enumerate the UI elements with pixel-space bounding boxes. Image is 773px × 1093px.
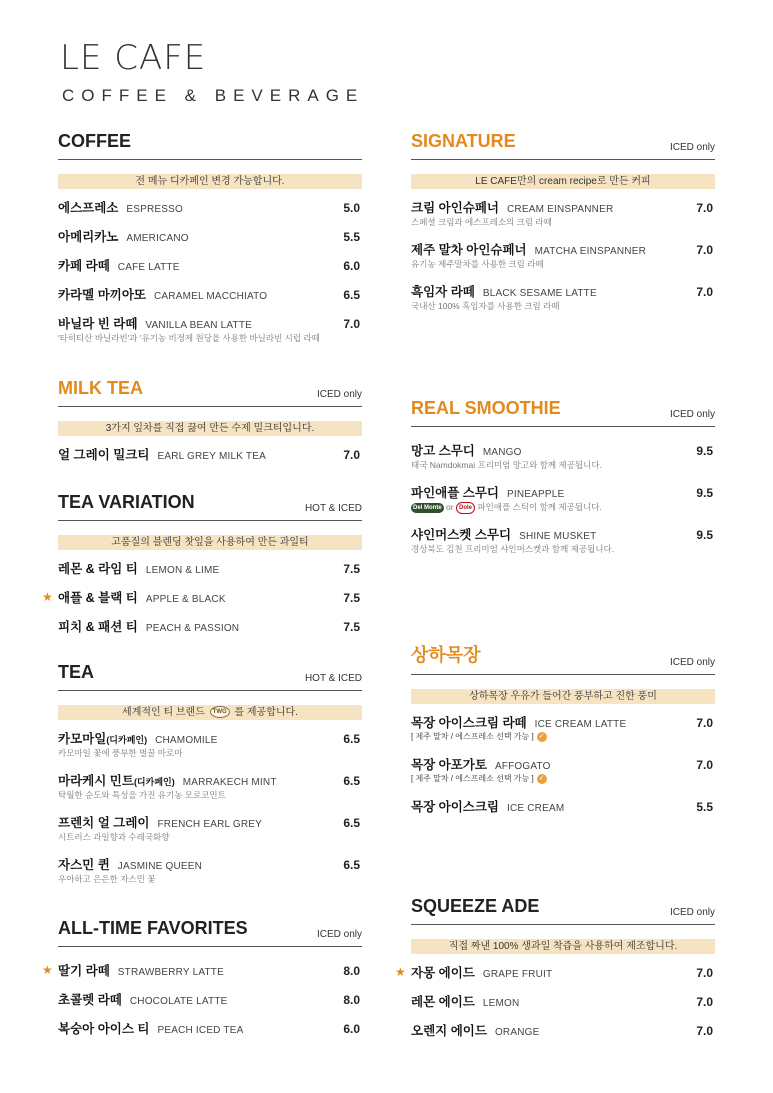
item-name-kr: 제주 말차 아인슈페너 <box>411 243 527 257</box>
item-name-en: SHINE MUSKET <box>519 531 597 542</box>
brand-tagline: COFFEE & BEVERAGE <box>62 86 365 105</box>
menu-item <box>411 992 715 1021</box>
item-name-en: LEMON & LIME <box>145 565 220 576</box>
menu-item <box>411 483 715 525</box>
item-name-en: CAFE LATTE <box>117 262 180 273</box>
item-price: 9.5 <box>696 444 713 458</box>
item-name-en: BLACK SESAME LATTE <box>482 288 597 299</box>
item-description: '타히티산 바닐라빈'과 '유기농 비정제 원당을 사용한 바닐라빈 시럽 라떼 <box>58 333 320 343</box>
item-price: 6.5 <box>343 732 360 746</box>
section-banner: 3가지 잎차를 직접 끓여 만든 수제 밀크티입니다. <box>58 421 362 436</box>
section-all-time-favorites <box>42 917 362 1039</box>
item-price: 5.0 <box>343 201 360 215</box>
item-description: 태국 Namdokmai 프리미엄 망고와 함께 제공됩니다. <box>411 460 602 470</box>
section-sangha-farm <box>411 645 715 817</box>
item-name-kr: 애플 & 블랙 티 <box>58 591 138 605</box>
section-title: SIGNATURE <box>411 131 516 151</box>
menu-item <box>58 617 362 637</box>
item-price: 8.0 <box>343 993 360 1007</box>
item-name-kr: 초콜렛 라떼 <box>58 993 122 1007</box>
section-title: MILK TEA <box>58 378 143 398</box>
item-price: 7.0 <box>696 243 713 257</box>
item-name-en: ESPRESSO <box>126 204 184 215</box>
menu-item <box>58 1019 362 1039</box>
item-name-en: VANILLA BEAN LATTE <box>145 320 253 331</box>
item-price: 6.5 <box>343 774 360 788</box>
item-name-en: CHOCOLATE LATTE <box>129 996 228 1007</box>
section-title: SQUEEZE ADE <box>411 896 540 916</box>
item-description: 유기농 제주말차를 사용한 크림 라떼 <box>411 259 544 269</box>
item-name-kr: 레몬 에이드 <box>411 995 475 1009</box>
item-name-kr: 목장 아포가토 <box>411 758 487 772</box>
menu-item <box>42 961 362 990</box>
item-price: 9.5 <box>696 528 713 542</box>
section-banner: LE CAFE만의 cream recipe로 만든 커피 <box>411 174 715 189</box>
item-name-en: PEACH ICED TEA <box>157 1025 244 1036</box>
star-icon: ★ <box>42 590 53 604</box>
item-name-kr: 얼 그레이 밀크티 <box>58 448 150 462</box>
menu-item <box>411 441 715 483</box>
check-icon: ✓ <box>537 774 547 784</box>
item-price: 6.0 <box>343 259 360 273</box>
section-header <box>411 645 715 675</box>
menu-item <box>411 282 715 312</box>
star-icon: ★ <box>395 965 406 979</box>
section-header <box>411 130 715 160</box>
section-header <box>58 491 362 521</box>
desc-or: or <box>446 502 454 512</box>
item-name-en: ICE CREAM <box>507 803 565 814</box>
menu-item <box>58 198 362 227</box>
menu-item <box>58 771 362 813</box>
item-price: 7.0 <box>696 716 713 730</box>
section-tag: ICED only <box>316 389 362 400</box>
dole-logo: Dole <box>456 502 475 514</box>
item-name-en: MATCHA EINSPANNER <box>534 246 647 257</box>
item-name-en: JASMINE QUEEN <box>117 861 203 872</box>
item-description: 국내산 100% 흑임자를 사용한 크림 라떼 <box>411 301 560 311</box>
section-tag: HOT & ICED <box>304 673 362 684</box>
item-price: 9.5 <box>696 486 713 500</box>
item-name-kr: 바닐라 빈 라떼 <box>58 317 138 331</box>
item-name-kr: 카라멜 마끼아또 <box>58 288 146 302</box>
item-price: 8.0 <box>343 964 360 978</box>
section-title: 상하목장 <box>411 645 481 665</box>
section-header <box>411 397 715 427</box>
section-header <box>58 917 362 947</box>
section-tag: ICED only <box>669 142 715 153</box>
item-description: 스페셜 크림과 에스프레소의 크림 라떼 <box>411 217 552 227</box>
item-name-kr: 망고 스무디 <box>411 444 475 458</box>
section-tag: HOT & ICED <box>304 503 362 514</box>
twg-logo: TWG <box>210 706 230 718</box>
section-squeeze-ade <box>395 895 715 1041</box>
item-name-kr: 프렌치 얼 그레이 <box>58 816 150 830</box>
banner-text-pre: 세계적인 티 브랜드 <box>122 707 205 718</box>
item-description: 탁월한 순도와 특성을 가진 유기농 모로코민트 <box>58 790 226 800</box>
item-price: 7.0 <box>696 995 713 1009</box>
item-price: 7.5 <box>343 562 360 576</box>
section-banner: 전 메뉴 디카페인 변경 가능합니다. <box>58 174 362 189</box>
item-price: 7.5 <box>343 620 360 634</box>
item-price: 6.5 <box>343 288 360 302</box>
item-name-en: PINEAPPLE <box>507 489 565 500</box>
section-header <box>58 661 362 691</box>
section-banner: 직접 짜낸 100% 생과일 착즙을 사용하여 제조합니다. <box>411 939 715 954</box>
section-header <box>58 130 362 160</box>
section-tea <box>58 661 362 885</box>
section-coffee <box>58 130 362 344</box>
item-option <box>411 773 713 785</box>
menu-item <box>58 445 362 465</box>
menu-item <box>411 797 715 817</box>
menu-item <box>411 198 715 240</box>
section-tag: ICED only <box>316 929 362 940</box>
item-name-kr: 파인애플 스무디 <box>411 486 499 500</box>
section-title: REAL SMOOTHIE <box>411 398 561 418</box>
item-name-en: CARAMEL MACCHIATO <box>154 291 268 302</box>
option-text: [ 제주 말차 / 에스프레소 선택 가능 ] <box>411 774 534 783</box>
section-banner: 상하목장 우유가 들어간 풍부하고 진한 풍미 <box>411 689 715 704</box>
section-banner: 고품질의 블렌딩 찻잎을 사용하여 만든 과일티 <box>58 535 362 550</box>
item-name-en: ORANGE <box>494 1027 540 1038</box>
item-name-kr: 복숭아 아이스 티 <box>58 1022 150 1036</box>
item-name-en: AMERICANO <box>126 233 189 244</box>
section-title: ALL-TIME FAVORITES <box>58 918 248 938</box>
desc-text: 파인애플 스틱이 함께 제공됩니다. <box>477 502 602 512</box>
item-price: 6.0 <box>343 1022 360 1036</box>
menu-item <box>42 588 362 617</box>
item-price: 6.5 <box>343 858 360 872</box>
item-description: 우아하고 은은한 자스민 꽃 <box>58 874 156 884</box>
item-name-kr: 레몬 & 라임 티 <box>58 562 138 576</box>
item-name-kr: 자몽 에이드 <box>411 966 475 980</box>
section-signature <box>411 130 715 312</box>
item-name-kr: 에스프레소 <box>58 201 119 215</box>
banner-text-post: 를 제공합니다. <box>234 707 298 718</box>
menu-item <box>58 285 362 314</box>
menu-item <box>58 314 362 344</box>
item-name-kr: 카페 라떼 <box>58 259 110 273</box>
item-price: 7.0 <box>696 758 713 772</box>
item-name-kr: 마라케시 민트 <box>58 774 134 788</box>
item-name-en: CHAMOMILE <box>155 735 218 746</box>
menu-item <box>58 227 362 256</box>
item-price: 7.0 <box>343 317 360 331</box>
menu-item <box>411 1021 715 1041</box>
delmonte-logo: Del Monte <box>413 504 442 511</box>
item-name-en: STRAWBERRY LATTE <box>117 967 224 978</box>
section-tag: ICED only <box>669 409 715 420</box>
item-price: 7.0 <box>343 448 360 462</box>
menu-item <box>58 256 362 285</box>
item-price: 6.5 <box>343 816 360 830</box>
item-name-kr: 카모마일 <box>58 732 107 746</box>
item-name-sub: (디카페인) <box>133 777 175 787</box>
item-price: 5.5 <box>343 230 360 244</box>
item-name-en: CREAM EINSPANNER <box>507 204 614 215</box>
section-real-smoothie <box>411 397 715 555</box>
brand-logo: LE CAFE <box>60 38 207 78</box>
menu-item <box>58 559 362 588</box>
section-title: COFFEE <box>58 131 132 151</box>
menu-item <box>395 963 715 992</box>
item-name-en: MARRAKECH MINT <box>182 777 277 788</box>
item-description: 시트러스 과일향과 수레국화향 <box>58 832 170 842</box>
item-name-kr: 목장 아이스크림 라떼 <box>411 716 527 730</box>
item-name-en: FRENCH EARL GREY <box>157 819 262 830</box>
section-title: TEA <box>58 662 94 682</box>
item-name-kr: 흑임자 라떼 <box>411 285 475 299</box>
item-name-sub: (디카페인) <box>106 735 148 745</box>
item-name-en: ICE CREAM LATTE <box>534 719 627 730</box>
item-price: 7.0 <box>696 285 713 299</box>
item-name-kr: 오렌지 에이드 <box>411 1024 487 1038</box>
item-description: 경상북도 김천 프리미엄 샤인머스켓과 함께 제공됩니다. <box>411 544 615 554</box>
item-price: 7.0 <box>696 966 713 980</box>
menu-item <box>411 240 715 282</box>
item-description: 카모마일 꽃에 풍부한 벌꿀 아로마 <box>58 748 183 758</box>
menu-item <box>58 855 362 885</box>
item-name-kr: 자스민 퀸 <box>58 858 110 872</box>
section-banner <box>58 705 362 720</box>
item-name-en: GRAPE FRUIT <box>482 969 553 980</box>
menu-item <box>58 990 362 1019</box>
option-text: [ 제주 말차 / 에스프레소 선택 가능 ] <box>411 732 534 741</box>
item-option <box>411 731 713 743</box>
section-tea-variation <box>42 491 362 637</box>
item-name-en: APPLE & BLACK <box>145 594 226 605</box>
item-price: 7.0 <box>696 201 713 215</box>
menu-item <box>411 755 715 797</box>
menu-item <box>58 813 362 855</box>
item-price: 7.5 <box>343 591 360 605</box>
item-name-kr: 딸기 라떼 <box>58 964 110 978</box>
item-name-en: AFFOGATO <box>494 761 551 772</box>
item-name-kr: 목장 아이스크림 <box>411 800 499 814</box>
item-name-kr: 피치 & 패션 티 <box>58 620 138 634</box>
section-title: TEA VARIATION <box>58 492 195 512</box>
star-icon: ★ <box>42 963 53 977</box>
section-header <box>58 377 362 407</box>
item-price: 7.0 <box>696 1024 713 1038</box>
item-description <box>411 501 713 514</box>
section-tag: ICED only <box>669 657 715 668</box>
menu-item <box>411 713 715 755</box>
item-name-en: LEMON <box>482 998 520 1009</box>
section-tag: ICED only <box>669 907 715 918</box>
section-milk-tea <box>58 377 362 465</box>
item-name-en: EARL GREY MILK TEA <box>157 451 266 462</box>
item-name-kr: 아메리카노 <box>58 230 119 244</box>
menu-item <box>58 729 362 771</box>
item-name-en: MANGO <box>482 447 522 458</box>
check-icon: ✓ <box>537 732 547 742</box>
menu-item <box>411 525 715 555</box>
item-name-kr: 크림 아인슈페너 <box>411 201 499 215</box>
item-price: 5.5 <box>696 800 713 814</box>
item-name-kr: 샤인머스켓 스무디 <box>411 528 512 542</box>
section-header <box>411 895 715 925</box>
item-name-en: PEACH & PASSION <box>145 623 240 634</box>
